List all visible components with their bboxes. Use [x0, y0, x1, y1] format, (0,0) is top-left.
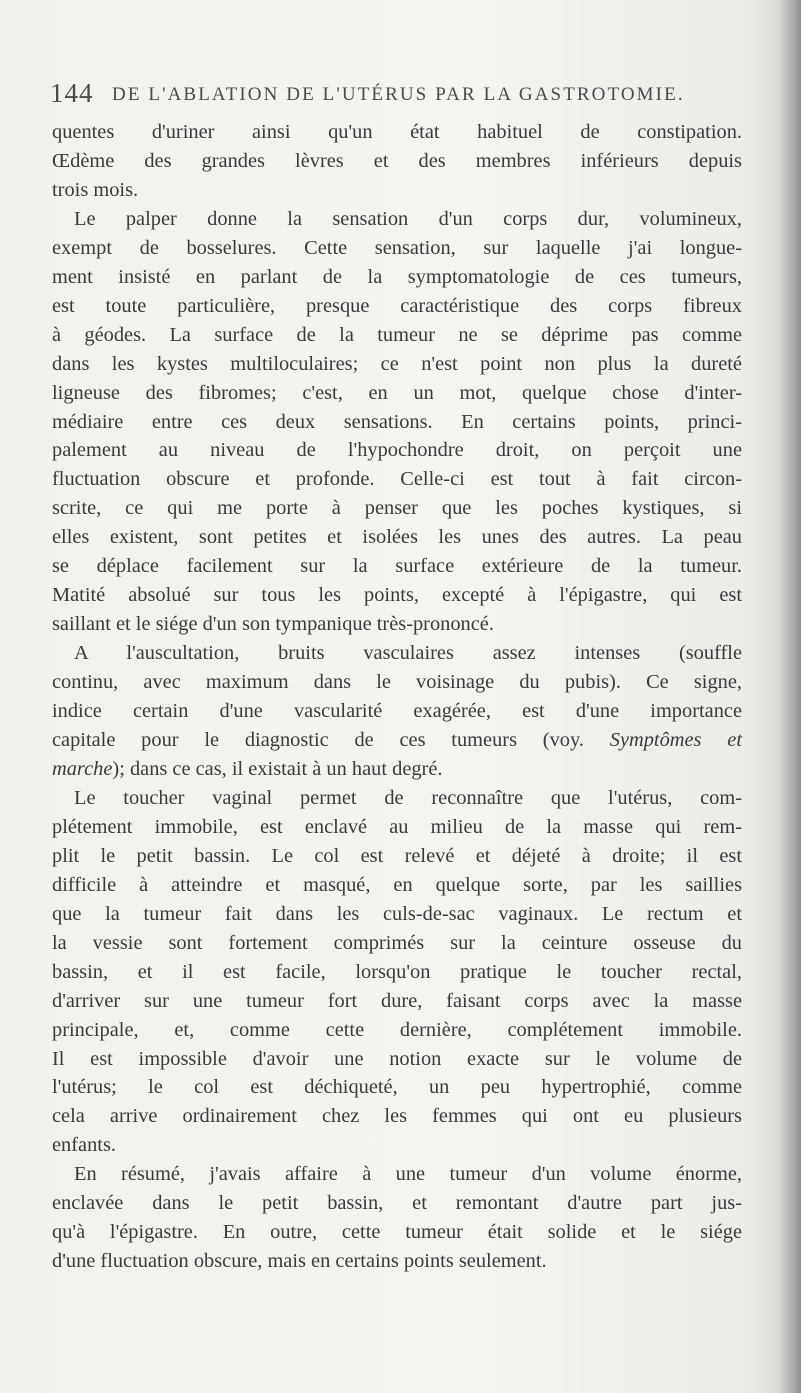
text-line: dans les kystes multiloculaires; ce n'est point non plus la dureté [52, 352, 742, 375]
text-line: saillant et le siége d'un son tympanique très-prononcé. [52, 613, 494, 636]
text-line: médiaire entre ces deux sensations. En certains points, princi- [52, 410, 742, 433]
text-line: plit le petit bassin. Le col est relevé et déjeté à droite; il est [52, 844, 742, 867]
text-line-with-reference [52, 726, 742, 755]
text-line: difficile à atteindre et masqué, en quelque sorte, par les saillies [52, 873, 742, 896]
text-line: Il est impossible d'avoir une notion exacte sur le volume de [52, 1047, 742, 1070]
text-line-part: capitale pour le diagnostic de ces tumeurs (voy. [52, 729, 584, 752]
running-head-title: DE L'ABLATION DE L'UTÉRUS PAR LA GASTROTOMIE. [112, 84, 685, 105]
text-line: trois mois. [52, 178, 139, 201]
text-line: elles existent, sont petites et isolées les unes des autres. La peau [52, 526, 742, 549]
text-line: qu'à l'épigastre. En outre, cette tumeur était solide et le siége [52, 1221, 742, 1244]
italic-reference-continued: marche [52, 757, 113, 780]
running-head [50, 78, 720, 114]
text-line: est toute particulière, presque caractéristique des corps fibreux [52, 294, 742, 317]
text-line: exempt de bosselures. Cette sensation, sur laquelle j'ai longue- [52, 236, 742, 259]
text-line: principale, et, comme cette dernière, complétement immobile. [52, 1018, 742, 1041]
text-line: d'une fluctuation obscure, mais en certains points seulement. [52, 1250, 547, 1273]
text-line: fluctuation obscure et profonde. Celle-ci est tout à fait circon- [52, 468, 742, 491]
text-line: que la tumeur fait dans les culs-de-sac vaginaux. Le rectum et [52, 902, 742, 925]
text-line: ligneuse des fibromes; c'est, en un mot, quelque chose d'inter- [52, 381, 742, 404]
text-line: Le toucher vaginal permet de reconnaître que l'utérus, com- [74, 786, 742, 809]
text-line: la vessie sont fortement comprimés sur la ceinture osseuse du [52, 931, 742, 954]
text-line: Le palper donne la sensation d'un corps dur, volumineux, [74, 207, 742, 230]
text-line: d'arriver sur une tumeur fort dure, faisant corps avec la masse [52, 989, 742, 1012]
text-line: A l'auscultation, bruits vasculaires assez intenses (souffle [74, 642, 742, 665]
text-line: cela arrive ordinairement chez les femmes qui ont eu plusieurs [52, 1105, 742, 1128]
text-line: plétement immobile, est enclavé au milieu de la masse qui rem- [52, 815, 742, 838]
text-line: l'utérus; le col est déchiqueté, un peu hypertrophié, comme [52, 1076, 742, 1099]
text-line: se déplace facilement sur la surface extérieure de la tumeur. [52, 555, 742, 578]
text-line: Matité absolué sur tous les points, excepté à l'épigastre, qui est [52, 584, 742, 607]
body-text [52, 118, 742, 1276]
text-line: marche); dans ce cas, il existait à un haut degré. [52, 757, 443, 780]
text-line: à géodes. La surface de la tumeur ne se déprime pas comme [52, 323, 742, 346]
text-line: scrite, ce qui me porte à penser que les poches kystiques, si [52, 497, 742, 520]
text-line: enclavée dans le petit bassin, et remontant d'autre part jus- [52, 1192, 742, 1215]
page-number: 144 [50, 78, 94, 108]
text-line: palement au niveau de l'hypochondre droit, on perçoit une [52, 439, 742, 462]
text-line: quentes d'uriner ainsi qu'un état habituel de constipation. [52, 121, 742, 143]
text-line: continu, avec maximum dans le voisinage du pubis). Ce signe, [52, 671, 742, 694]
text-line: ment insisté en parlant de la symptomatologie de ces tumeurs, [52, 265, 742, 288]
text-line: Œdème des grandes lèvres et des membres inférieurs depuis [52, 149, 742, 172]
text-line: indice certain d'une vascularité exagérée, est d'une importance [52, 700, 742, 723]
italic-reference: Symptômes et [609, 729, 742, 752]
text-line: En résumé, j'avais affaire à une tumeur d'un volume énorme, [74, 1163, 742, 1186]
page-edge-shadow [779, 0, 801, 1393]
text-line: enfants. [52, 1134, 116, 1157]
text-line: bassin, et il est facile, lorsqu'on pratique le toucher rectal, [52, 960, 742, 983]
